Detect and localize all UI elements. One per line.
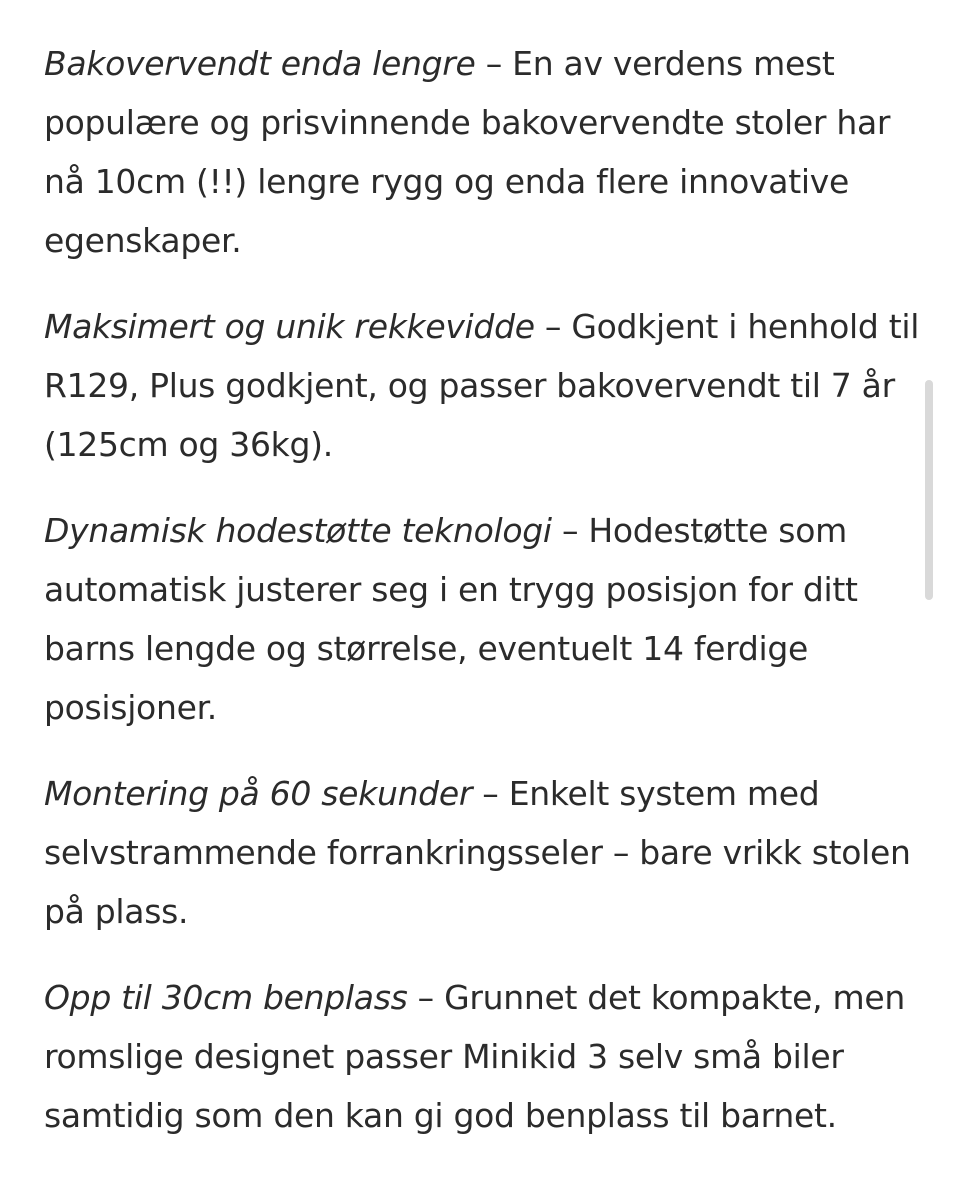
scrollbar-thumb[interactable] <box>925 380 933 600</box>
feature-separator: – <box>475 44 513 83</box>
feature-separator: – <box>551 511 589 550</box>
feature-separator: – <box>407 978 445 1017</box>
feature-text: Enkelt system med selvstrammende forrankringsseler – bare vrikk stolen på plass. <box>44 774 911 931</box>
feature-paragraph <box>44 501 924 737</box>
feature-paragraph <box>44 297 924 474</box>
feature-title: Dynamisk hodestøtte teknologi <box>44 511 552 550</box>
feature-title: Maksimert og unik rekkevidde <box>44 307 535 346</box>
feature-title: Bakovervendt enda lengre <box>44 44 476 83</box>
feature-paragraph <box>44 34 924 270</box>
feature-separator: – <box>534 307 572 346</box>
feature-paragraph <box>44 764 924 941</box>
feature-text: En av verdens mest populære og prisvinnende bakovervendte stoler har nå 10cm (!!) lengre rygg og enda flere innovative egenskaper. <box>44 44 891 260</box>
feature-list <box>44 34 924 1172</box>
feature-title: Montering på 60 sekunder <box>44 774 473 813</box>
feature-title: Opp til 30cm benplass <box>44 978 408 1017</box>
feature-paragraph <box>44 968 924 1145</box>
feature-separator: – <box>472 774 509 813</box>
feature-text: Hodestøtte som automatisk justerer seg i en trygg posisjon for ditt barns lengde og størrelse, eventuelt 14 ferdige posisjoner. <box>44 511 858 727</box>
feature-text: Godkjent i henhold til R129, Plus godkjent, og passer bakovervendt til 7 år (125cm og 36kg). <box>44 307 920 464</box>
feature-text: Grunnet det kompakte, men romslige designet passer Minikid 3 selv små biler samtidig som den kan gi god benplass til barnet. <box>44 978 906 1135</box>
